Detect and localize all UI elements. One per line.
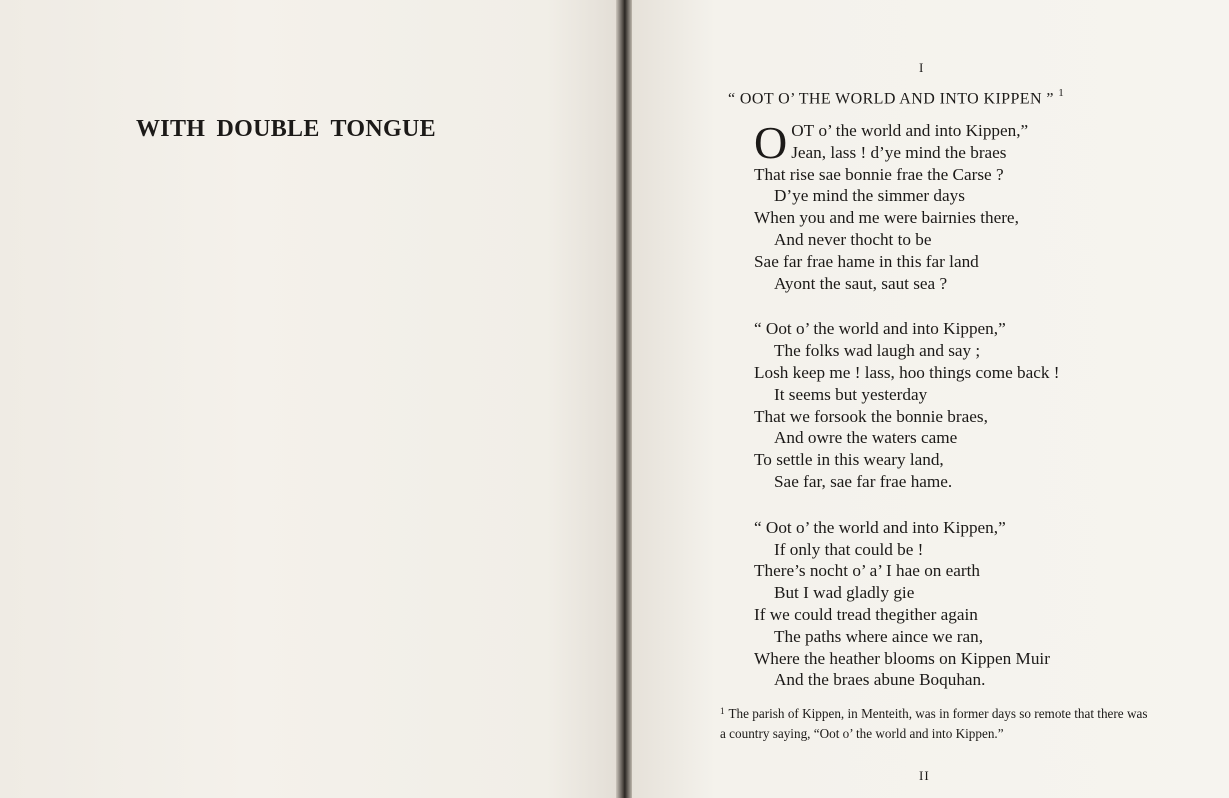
stanza-gap — [754, 493, 1194, 517]
drop-cap: O — [754, 117, 788, 168]
poem-line: The folks wad laugh and say ; — [774, 341, 981, 361]
poem-title — [728, 88, 1064, 108]
poem-line: That rise sae bonnie frae the Carse ? — [754, 164, 1004, 184]
poem-line-text: o’ the world and into Kippen,” — [814, 121, 1029, 140]
poem-line: There’s nocht o’ a’ I hae on earth — [754, 561, 981, 581]
poem-title-text: OOT O’ THE WORLD AND INTO KIPPEN — [739, 90, 1042, 108]
poem-line: Jean, lass ! d’ye mind the braes — [791, 142, 1007, 162]
stanza-2 — [754, 318, 1194, 492]
poem-line: When you and me were bairnies there, — [754, 208, 1019, 228]
title-close-quote: ” — [1046, 90, 1054, 108]
poem-line: Ayont the saut, saut sea ? — [774, 273, 948, 293]
page-number: II — [919, 768, 930, 783]
footnote — [720, 705, 1150, 742]
poem-line: To settle in this weary land, — [754, 450, 944, 470]
poem-number: I — [919, 60, 924, 75]
poem-line: The paths where aince we ran, — [774, 626, 984, 646]
book-gutter — [616, 0, 632, 798]
poem-line: Sae far, sae far frae hame. — [774, 471, 953, 491]
poem-body — [754, 117, 1194, 691]
first-word: OT — [791, 121, 815, 140]
poem-line: And never thocht to be — [774, 229, 932, 249]
poem-line — [754, 120, 1194, 142]
poem-line: Where the heather blooms on Kippen Muir — [754, 648, 1050, 668]
stanza-gap — [754, 294, 1194, 318]
poem-line: “ Oot o’ the world and into Kippen,” — [754, 319, 1006, 339]
footnote-text: The parish of Kippen, in Menteith, was in former days so remote that there was a country saying, “Oot o’ the world and into Kippen.” — [720, 706, 1148, 741]
footnote-reference: 1 — [1058, 87, 1065, 99]
poem-line: Losh keep me ! lass, hoo things come back ! — [754, 362, 1060, 382]
poem-line: It seems but yesterday — [774, 384, 928, 404]
stanza-3 — [754, 517, 1194, 691]
poem-line: If we could tread thegither again — [754, 604, 978, 624]
poem-line: “ Oot o’ the world and into Kippen,” — [754, 517, 1006, 537]
poem-line: D’ye mind the simmer days — [774, 186, 965, 206]
poem-line: Sae far frae hame in this far land — [754, 251, 979, 271]
footnote-mark: 1 — [720, 706, 725, 716]
stanza-1 — [754, 117, 1194, 294]
title-open-quote: “ — [728, 90, 736, 108]
section-title: WITH DOUBLE TONGUE — [136, 116, 436, 142]
poem-line: If only that could be ! — [774, 539, 924, 559]
poem-line: That we forsook the bonnie braes, — [754, 406, 988, 426]
poem-line: And owre the waters came — [774, 428, 958, 448]
poem-line: And the braes abune Boquhan. — [774, 670, 986, 690]
poem-line: But I wad gladly gie — [774, 583, 915, 603]
